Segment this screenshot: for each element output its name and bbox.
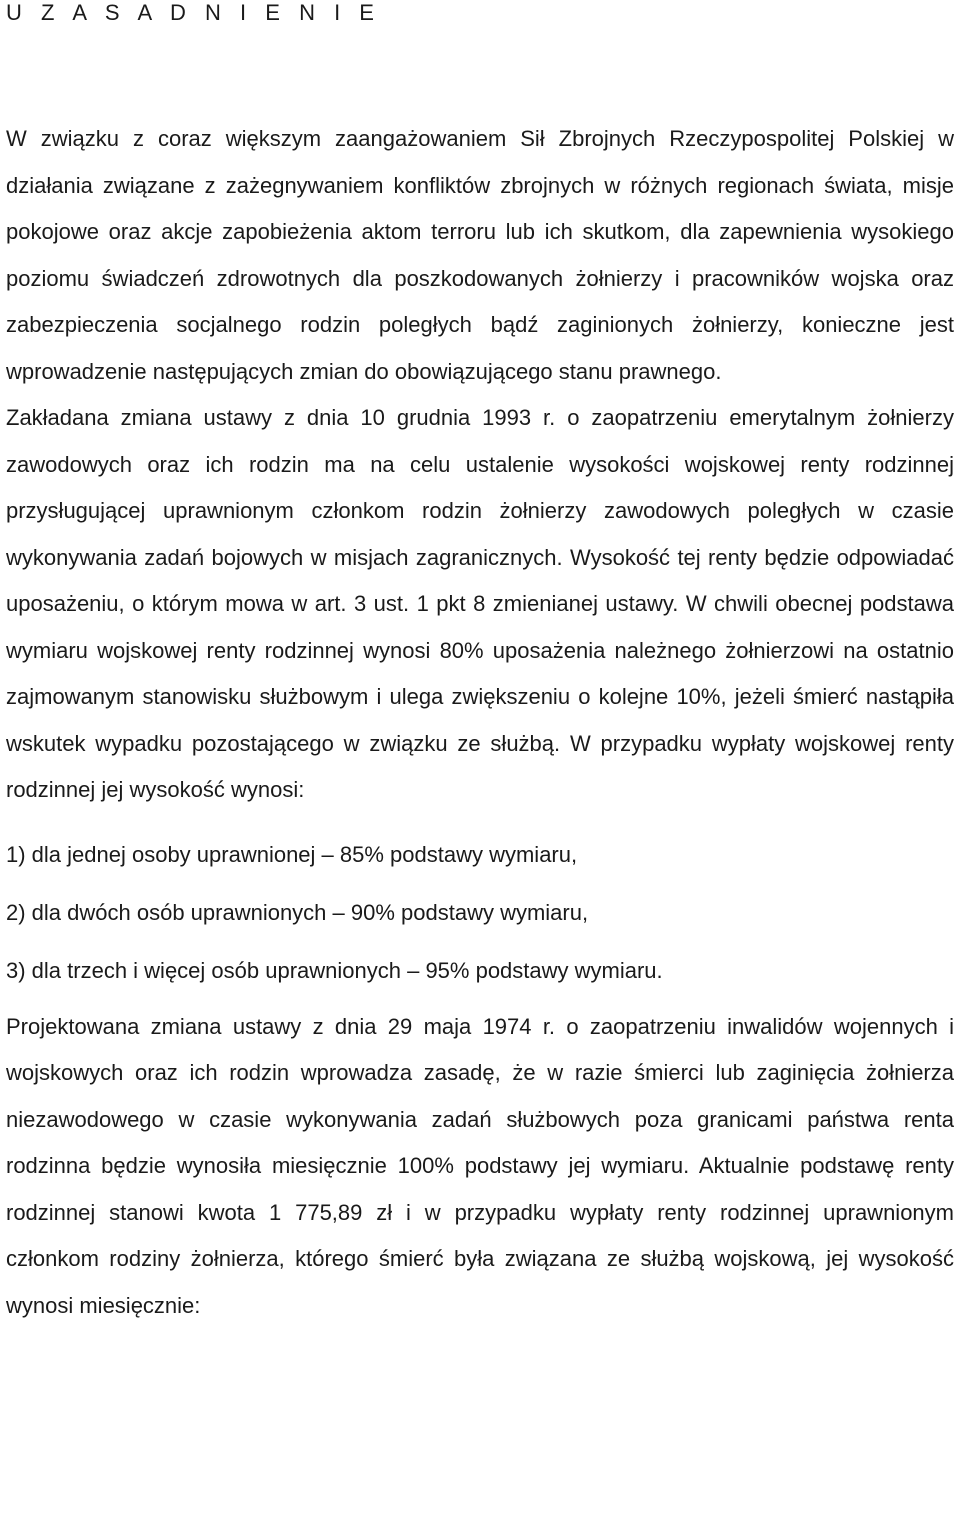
list-item: 2) dla dwóch osób uprawnionych – 90% podstawy wymiaru, [6, 899, 589, 925]
document-page [6, 0, 954, 1329]
list-item: 1) dla jednej osoby uprawnionej – 85% podstawy wymiaru, [6, 841, 578, 867]
pension-rate-list [6, 826, 954, 1000]
paragraph-military-pension: Zakładana zmiana ustawy z dnia 10 grudnia 1993 r. o zaopatrzeniu emerytalnym żołnierzy zawodowych oraz ich rodzin ma na celu ustalenie wysokości wojskowej renty rodzinnej przysługującej uprawnionym członkom rodzin żołnierzy zawodowych poległych w czasie wykonywania zadań bojowych w misjach zagranicznych. Wysokość tej renty będzie odpowiadać uposażeniu, o którym mowa w art. 3 ust. 1 pkt 8 zmienianej ustawy. W chwili obecnej podstawa wymiaru wojskowej renty rodzinnej wynosi 80% uposażenia należnego żołnierzowi na ostatnio zajmowanym stanowisku służbowym i ulega zwiększeniu o kolejne 10%, jeżeli śmierć nastąpiła wskutek wypadku pozostającego w związku ze służbą. W przypadku wypłaty wojskowej renty rodzinnej jej wysokość wynosi: [6, 405, 954, 802]
list-item: 3) dla trzech i więcej osób uprawnionych – 95% podstawy wymiaru. [6, 957, 663, 983]
paragraph-intro: W związku z coraz większym zaangażowaniem Sił Zbrojnych Rzeczypospolitej Polskiej w działania związane z zażegnywaniem konfliktów zbrojnych w różnych regionach świata, misje pokojowe oraz akcje zapobieżenia aktom terroru lub ich skutkom, dla zapewnienia wysokiego poziomu świadczeń zdrowotnych dla poszkodowanych żołnierzy i pracowników wojska oraz zabezpieczenia socjalnego rodzin poległych bądź zaginionych żołnierzy, konieczne jest wprowadzenie następujących zmian do obowiązującego stanu prawnego. [6, 126, 954, 384]
paragraph-war-invalids: Projektowana zmiana ustawy z dnia 29 maja 1974 r. o zaopatrzeniu inwalidów wojennych i wojskowych oraz ich rodzin wprowadza zasadę, że w razie śmierci lub zaginięcia żołnierza niezawodowego w czasie wykonywania zadań służbowych poza granicami państwa renta rodzinna będzie wynosiła miesięcznie 100% podstawy jej wymiaru. Aktualnie podstawę renty rodzinnej stanowi kwota 1 775,89 zł i w przypadku wypłaty renty rodzinnej uprawnionym członkom rodziny żołnierza, którego śmierć była związana ze służbą wojskową, jej wysokość wynosi miesięcznie: [6, 1013, 954, 1318]
document-title: U Z A S A D N I E N I E [6, 0, 381, 25]
